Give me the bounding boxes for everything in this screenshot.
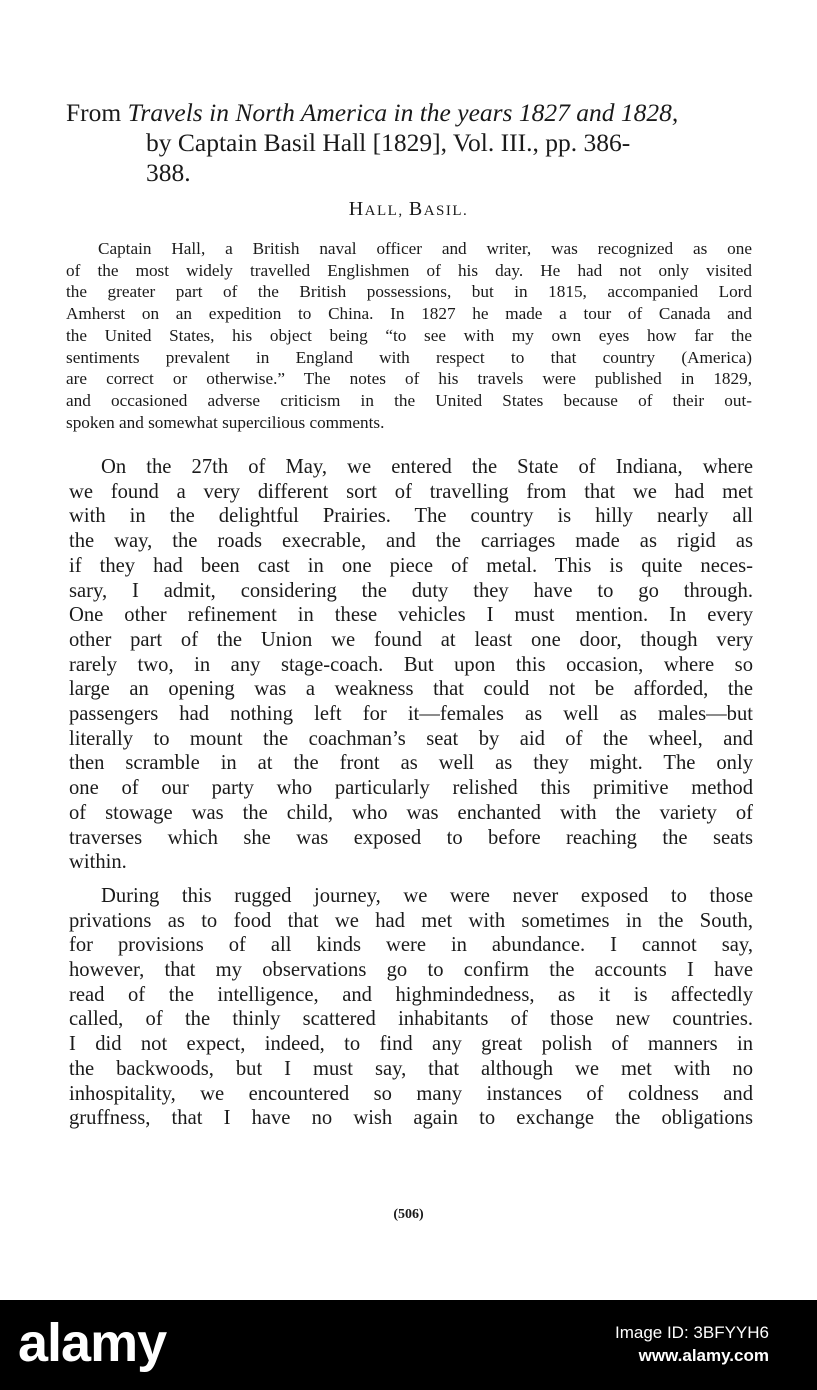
intro-line: Captain Hall, a British naval officer and writer, was recognized as one [98,239,752,258]
body-line: I did not expect, indeed, to find any great polish of manners in [69,1033,753,1056]
body-line: passengers had nothing left for it—females as well as males—but [69,703,753,726]
body-line: within. [69,851,127,874]
body-line: called, of the thinly scattered inhabitants of those new countries. [69,1008,753,1031]
body-line: the backwoods, but I must say, that although we met with no [69,1057,753,1080]
body-line: of stowage was the child, who was enchanted with the variety of [69,801,753,824]
body-line: other part of the Union we found at least one door, though very [69,628,753,651]
intro-line: the greater part of the British possessions, but in 1815, accompanied Lord [66,282,752,302]
intro-line: Amherst on an expedition to China. In 1827 he made a tour of Canada and [66,304,752,324]
body-line: sary, I admit, considering the duty they have to go through. [69,579,753,602]
body-line: One other refinement in these vehicles I must mention. In every [69,604,753,627]
watermark-footer [0,1300,817,1390]
body-line: gruffness, that I have no wish again to exchange the obligations [69,1107,753,1130]
heading-book-title: Travels in North America in the years 1827 and 1828, [127,98,679,127]
intro-line: are correct or otherwise.” The notes of his travels were published in 1829, [66,369,752,389]
body-line: read of the intelligence, and highmindedness, as it is affectedly [69,983,753,1006]
body-line: literally to mount the coachman’s seat by aid of the wheel, and [69,727,753,750]
site-url: www.alamy.com [638,1346,769,1365]
body-line: the way, the roads execrable, and the carriages made as rigid as [69,530,753,553]
body-text [69,455,753,1131]
body-paragraph-2 [69,884,753,1131]
body-line: we found a very different sort of travelling from that we had met [69,480,753,503]
image-id: Image ID: 3BFYYH6 [614,1323,769,1342]
body-line: rarely two, in any stage-coach. But upon this occasion, where so [69,653,753,676]
intro-line: of the most widely travelled Englishmen of his day. He had not only visited [66,260,752,280]
body-line: one of our party who particularly relished this primitive method [69,777,753,800]
heading-prefix: From [66,98,128,127]
body-line: for provisions of all kinds were in abundance. I cannot say, [69,934,753,957]
body-line: On the 27th of May, we entered the State of Indiana, where [101,456,753,478]
body-line: large an opening was a weakness that could not be afforded, the [69,678,753,701]
heading-line-1 [66,98,766,128]
body-paragraph-1 [69,455,753,875]
intro-line: and occasioned adverse criticism in the United States because of their out- [66,390,752,410]
body-line: with in the delightful Prairies. The country is hilly nearly all [69,505,753,528]
body-line: traverses which she was exposed to before reaching the seats [69,826,753,849]
page-number: (506) [393,1207,424,1222]
body-line: then scramble in at the front as well as they might. The only [69,752,753,775]
source-heading [66,98,766,188]
heading-line-2: by Captain Basil Hall [1829], Vol. III., pp. 386- [146,128,631,157]
author-name: HALL, BASIL. [348,198,469,220]
body-line: if they had been cast in one piece of metal. This is quite neces- [69,554,753,577]
body-line: During this rugged journey, we were never exposed to those [101,884,753,907]
intro-line: spoken and somewhat supercilious comments. [66,412,385,432]
body-line: privations as to food that we had met with sometimes in the South, [69,909,753,932]
intro-line: sentiments prevalent in England with respect to that country (America) [66,347,752,367]
body-line: however, that my observations go to confirm the accounts I have [69,959,753,982]
intro-line: the United States, his object being “to see with my own eyes how far the [66,325,752,345]
footer-info [615,1322,769,1368]
body-line: inhospitality, we encountered so many instances of coldness and [69,1082,753,1105]
heading-line-3: 388. [146,158,191,187]
alamy-logo: alamy [18,1313,167,1373]
intro-paragraph [66,238,752,433]
